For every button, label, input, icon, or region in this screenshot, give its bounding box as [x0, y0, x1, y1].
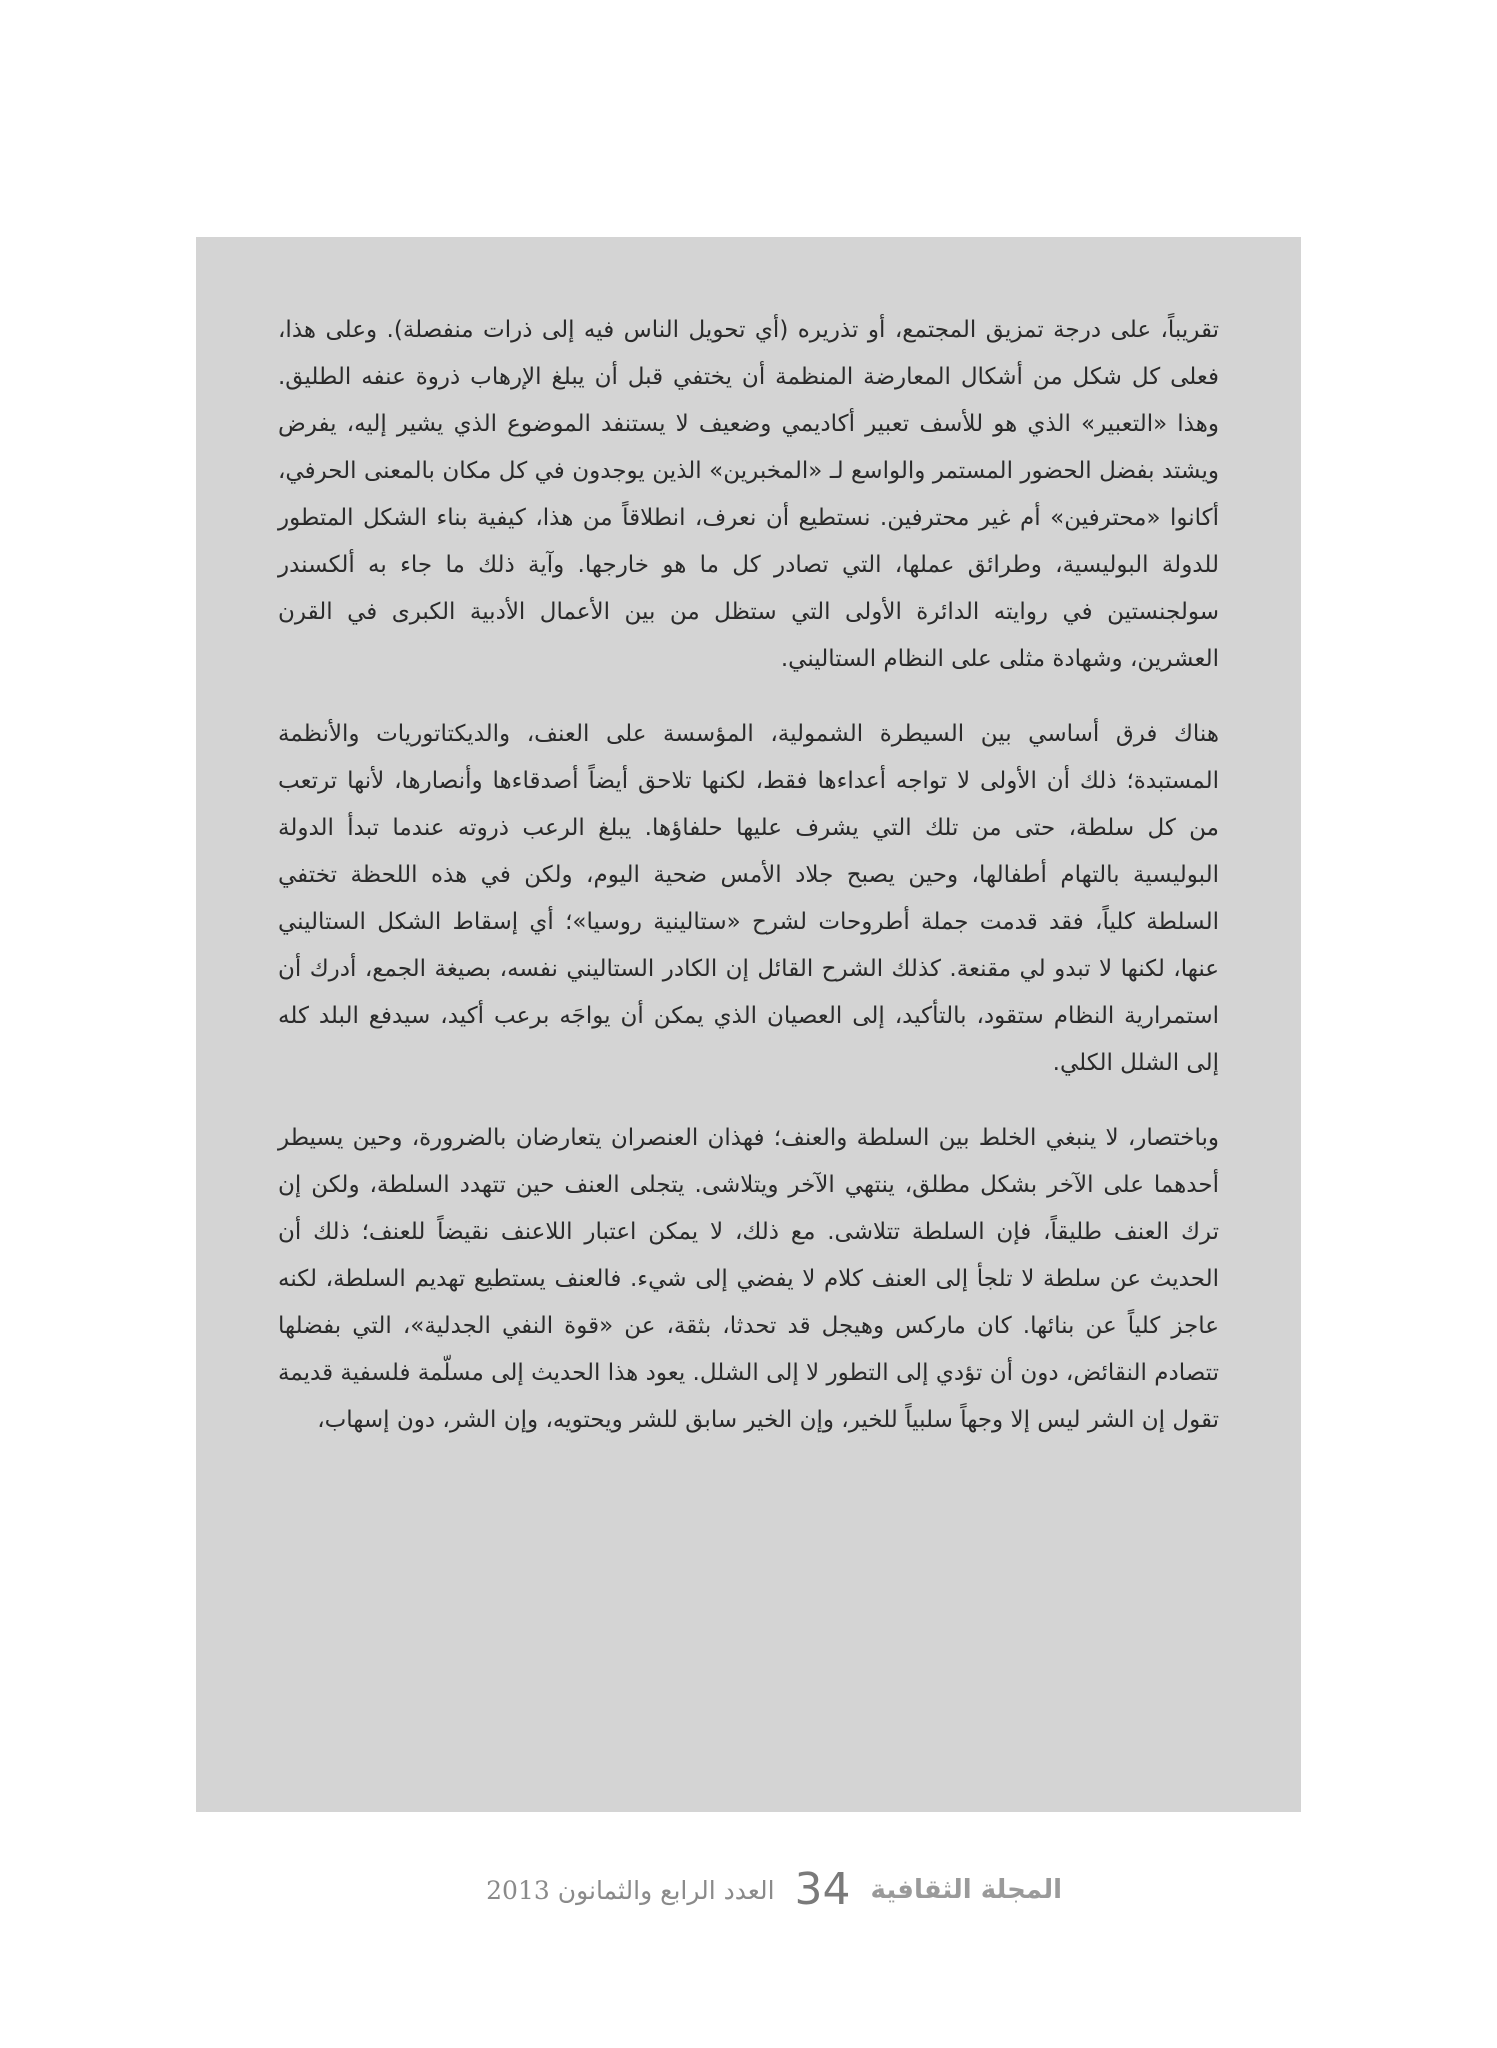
- article-paragraph-2: هناك فرق أساسي بين السيطرة الشمولية، المؤسسة على العنف، والديكتاتوريات والأنظمة المستبدة؛ ذلك أن الأولى لا تواجه أعداءها فقط، لكنها تلاحق أيضاً أصدقاءها وأنصارها، لأنها ترتعب من كل سلطة، حتى من تلك التي يشرف عليها حلفاؤها. يبلغ الرعب ذروته عندما تبدأ الدولة البوليسية بالتهام أطفالها، وحين يصبح جلاد الأمس ضحية اليوم، ولكن في هذه اللحظة تختفي السلطة كلياً، فقد قدمت جملة أطروحات لشرح «ستالينية روسيا»؛ أي إسقاط الشكل الستاليني عنها، لكنها لا تبدو لي مقنعة. كذلك الشرح القائل إن الكادر الستاليني نفسه، بصيغة الجمع، أدرك أن استمرارية النظام ستقود، بالتأكيد، إلى العصيان الذي يمكن أن يواجَه برعب أكيد، سيدفع البلد كله إلى الشلل الكلي.: [278, 721, 1219, 1076]
- article-paragraph-1: تقريباً، على درجة تمزيق المجتمع، أو تذريره (أي تحويل الناس فيه إلى ذرات منفصلة). وعلى هذا، فعلى كل شكل من أشكال المعارضة المنظمة أن يختفي قبل أن يبلغ الإرهاب ذروة عنفه الطليق. وهذا «التعبير» الذي هو للأسف تعبير أكاديمي وضعيف لا يستنفد الموضوع الذي يشير إليه، يفرض ويشتد بفضل الحضور المستمر والواسع لـ «المخبرين» الذين يوجدون في كل مكان بالمعنى الحرفي، أكانوا «محترفين» أم غير محترفين. نستطيع أن نعرف، انطلاقاً من هذا، كيفية بناء الشكل المتطور للدولة البوليسية، وطرائق عملها، التي تصادر كل ما هو خارجها. وآية ذلك ما جاء به ألكسندر سولجنستين في روايته الدائرة الأولى التي ستظل من بين الأعمال الأدبية الكبرى في القرن العشرين، وشهادة مثلى على النظام الستاليني.: [278, 317, 1219, 672]
- magazine-name: المجلة الثقافية: [870, 1875, 1062, 1905]
- article-paragraph-3: وباختصار، لا ينبغي الخلط بين السلطة والعنف؛ فهذان العنصران يتعارضان بالضرورة، وحين يسيطر أحدهما على الآخر بشكل مطلق، ينتهي الآخر ويتلاشى. يتجلى العنف حين تتهدد السلطة، ولكن إن ترك العنف طليقاً، فإن السلطة تتلاشى. مع ذلك، لا يمكن اعتبار اللاعنف نقيضاً للعنف؛ ذلك أن الحديث عن سلطة لا تلجأ إلى العنف كلام لا يفضي إلى شيء. فالعنف يستطيع تهديم السلطة، لكنه عاجز كلياً عن بنائها. كان ماركس وهيجل قد تحدثا، بثقة، عن «قوة النفي الجدلية»، التي بفضلها تتصادم النقائض، دون أن تؤدي إلى التطور لا إلى الشلل. يعود هذا الحديث إلى مسلّمة فلسفية قديمة تقول إن الشر ليس إلا وجهاً سلبياً للخير، وإن الخير سابق للشر ويحتويه، وإن الشر، دون إسهاب،: [278, 1125, 1219, 1433]
- page-footer: [0, 1864, 1497, 1928]
- article-text-panel: [196, 237, 1301, 1812]
- page-number: 34: [794, 1864, 851, 1915]
- issue-label: العدد الرابع والثمانون 2013: [486, 1875, 775, 1905]
- footer-content: [486, 1864, 1062, 1915]
